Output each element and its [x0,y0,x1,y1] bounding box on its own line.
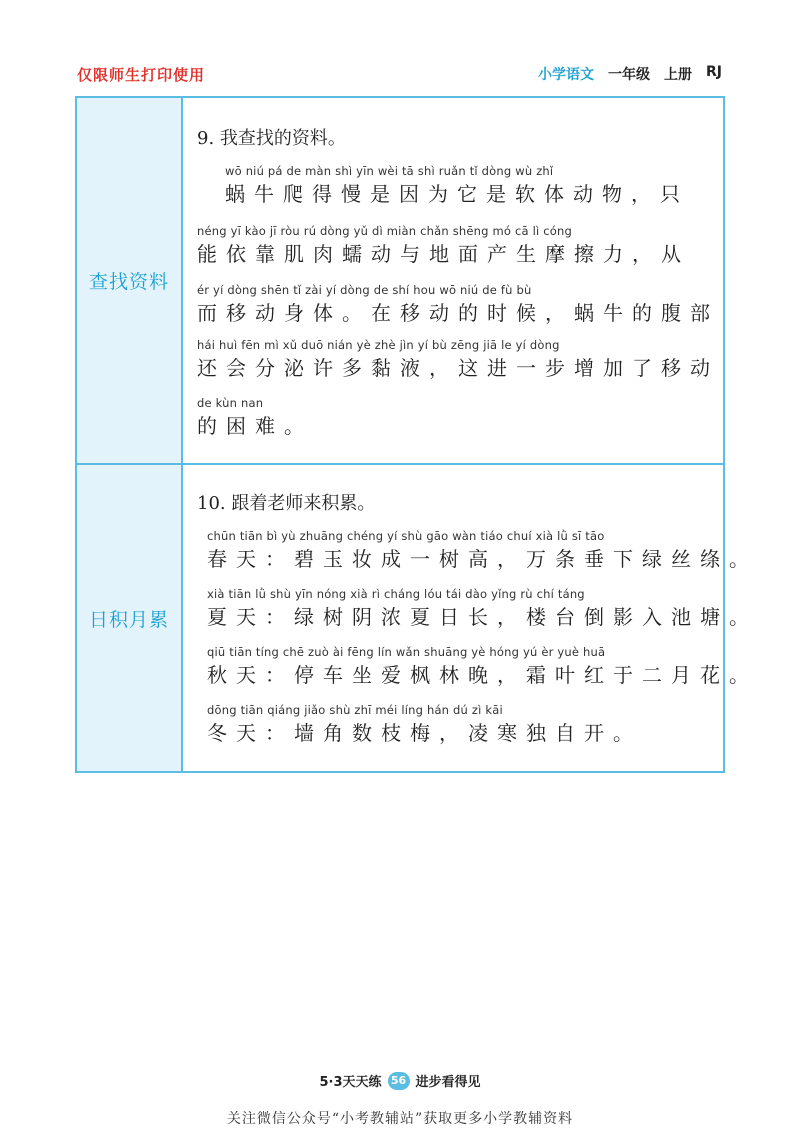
print-notice: 仅限师生打印使用 [77,66,206,84]
pinyin-line: qiū tiān tíng chē zuò ài fēng lín wǎn shuāng yè hóng yú èr yuè huā [207,645,606,659]
poem-line [207,585,758,631]
section-content [185,98,723,463]
text-line [225,162,689,208]
hanzi-line: 而移动身体。在移动的时候，蜗牛的腹部 [197,301,719,325]
volume-label: 上册 [664,67,692,83]
hanzi-line: 冬天：墙角数枝梅，凌寒独自开。 [207,721,642,745]
grade-label: 一年级 [608,67,650,83]
pinyin-line: ér yí dòng shēn tǐ zài yí dòng de shí hou wō niú de fù bù [197,283,532,297]
bottom-note: 关注微信公众号“小考教辅站”获取更多小学教辅资料 [226,1111,574,1127]
hanzi-line: 夏天：绿树阴浓夏日长，楼台倒影入池塘。 [207,605,758,629]
page-footer [0,1071,800,1090]
section-research [77,98,723,465]
hanzi-line: 蜗牛爬得慢是因为它是软体动物，只 [225,182,689,206]
section-label-cell [77,98,183,463]
poem-line [207,527,758,573]
header-info [538,64,722,84]
pinyin-line: chūn tiān bì yù zhuāng chéng yí shù gāo wàn tiáo chuí xià lǜ sī tāo [207,529,605,543]
text-line [197,222,690,268]
poem-line [207,643,758,689]
footer-slogan: 进步看得见 [415,1075,481,1090]
hanzi-line: 能依靠肌肉蠕动与地面产生摩擦力，从 [197,242,690,266]
hanzi-line: 还会分泌许多黏液，这进一步增加了移动 [197,356,719,380]
pinyin-line: wō niú pá de màn shì yīn wèi tā shì ruǎn tǐ dòng wù zhǐ [225,164,554,178]
edition-label: RJ [706,64,722,80]
exercise-table [75,96,758,773]
pinyin-line: hái huì fēn mì xǔ duō nián yè zhè jìn yí bù zēng jiā le yí dòng [197,338,560,352]
text-line [197,281,719,327]
text-line [197,336,719,382]
section-label-cell [77,465,183,771]
hanzi-line: 春天：碧玉妆成一树高，万条垂下绿丝绦。 [207,547,758,571]
hanzi-line: 的困难。 [197,414,313,438]
pinyin-line: dōng tiān qiáng jiǎo shù zhī méi líng hán dú zì kāi [207,703,503,717]
section-label: 查找资料 [88,271,169,293]
subject-label: 小学语文 [538,67,594,83]
text-line [197,394,313,440]
hanzi-line: 秋天：停车坐爱枫林晚，霜叶红于二月花。 [207,663,758,687]
question-title: 9. 我查找的资料。 [197,128,346,149]
section-label: 日积月累 [88,608,169,631]
page-number-badge: 56 [388,1072,410,1090]
footer-brand: 5·3天天练 [319,1075,382,1090]
section-accumulate [77,465,758,771]
section-content [185,465,758,771]
poem-line [207,701,642,747]
pinyin-line: de kùn nan [197,396,264,410]
pinyin-line: néng yī kào jī ròu rú dòng yǔ dì miàn chǎn shēng mó cā lì cóng [197,224,573,238]
pinyin-line: xià tiān lǜ shù yīn nóng xià rì cháng lóu tái dào yǐng rù chí táng [207,587,585,601]
question-title: 10. 跟着老师来积累。 [197,493,376,514]
